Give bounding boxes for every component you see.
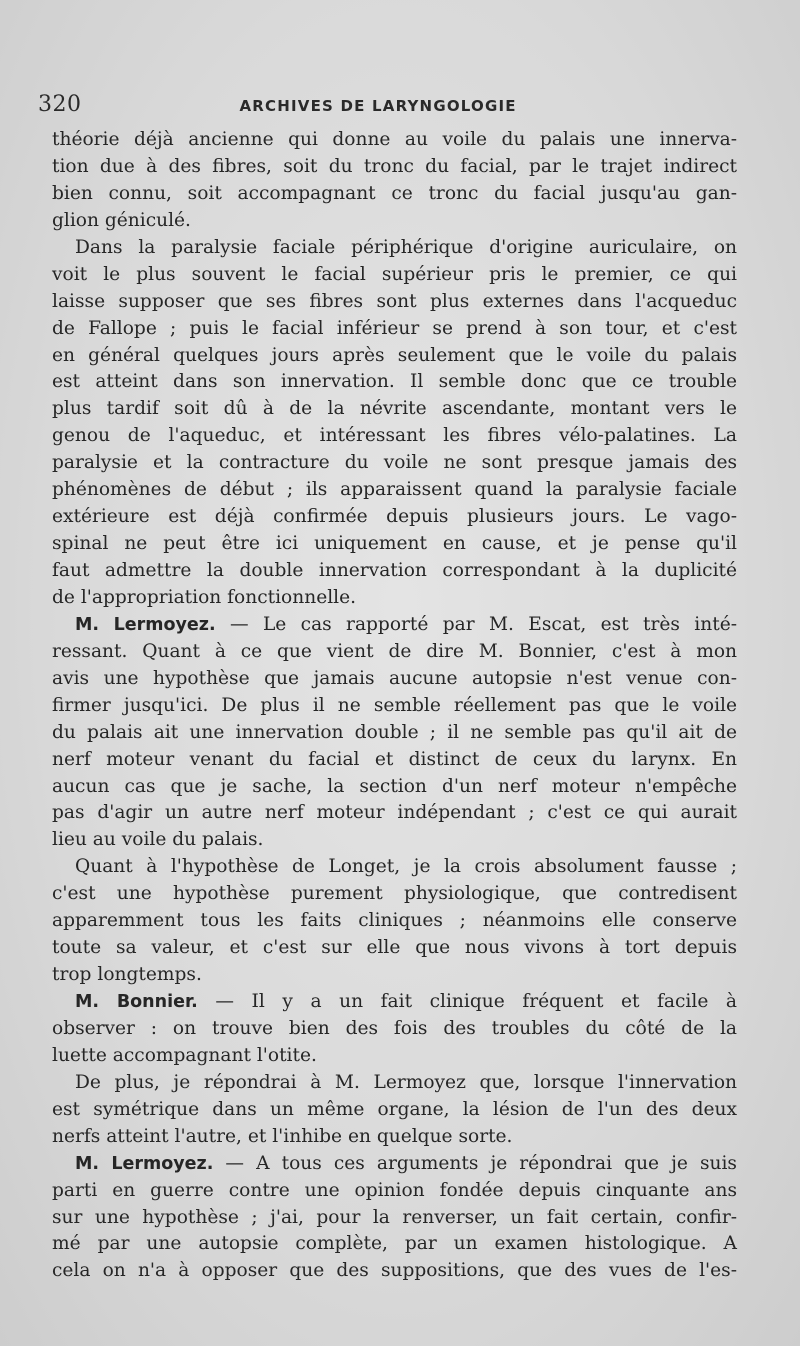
text-line	[52, 181, 737, 208]
text-line	[52, 369, 737, 396]
line-text: avis une hypothèse que jamais aucune autopsie n'est venue con-	[52, 667, 737, 689]
speaker-name: M. Lermoyez.	[75, 614, 216, 635]
line-text: toute sa valeur, et c'est sur elle que nous vivons à tort depuis	[52, 937, 737, 959]
text-line	[52, 1178, 737, 1205]
line-text: sur une hypothèse ; j'ai, pour la renverser, un fait certain, confir-	[52, 1206, 737, 1228]
line-text: glion géniculé.	[52, 209, 191, 231]
text-line	[52, 289, 737, 316]
line-text: théorie déjà ancienne qui donne au voile du palais une innerva-	[52, 129, 737, 150]
line-text: extérieure est déjà confirmée depuis plusieurs jours. Le vago-	[52, 506, 737, 528]
line-text: De plus, je répondrai à M. Lermoyez que, lorsque l'innervation	[75, 1071, 737, 1093]
text-line	[52, 800, 737, 827]
text-line	[52, 1205, 737, 1232]
text-line	[52, 693, 737, 720]
text-line	[52, 1258, 737, 1285]
line-text: laisse supposer que ses fibres sont plus externes dans l'acqueduc	[52, 290, 737, 312]
speaker-name: M. Lermoyez.	[75, 1153, 214, 1174]
text-line	[52, 774, 737, 801]
line-text: firmer jusqu'ici. De plus il ne semble réellement pas que le voile	[52, 694, 737, 716]
line-text: luette accompagnant l'otite.	[52, 1044, 317, 1066]
text-line	[52, 639, 737, 666]
text-line	[52, 962, 737, 989]
text-line	[52, 881, 737, 908]
text-line	[52, 1231, 737, 1258]
line-text: trop longtemps.	[52, 964, 202, 986]
line-text: plus tardif soit dû à de la névrite ascendante, montant vers le	[52, 398, 737, 420]
text-line	[52, 612, 737, 639]
page-number: 320	[38, 92, 82, 117]
line-text: est symétrique dans un même organe, la lésion de l'un des deux	[52, 1098, 737, 1120]
line-text: cela on n'a à opposer que des suppositions, que des vues de l'es-	[52, 1260, 737, 1282]
line-text: de l'appropriation fonctionnelle.	[52, 586, 357, 608]
text-line	[52, 343, 737, 370]
line-text: — Il y a un fait clinique fréquent et facile à	[197, 991, 737, 1012]
line-text: — A tous ces arguments je répondrai que je suis	[213, 1152, 737, 1174]
text-line	[52, 585, 737, 612]
line-text: de Fallope ; puis le facial inférieur se prend à son tour, et c'est	[52, 317, 737, 339]
line-text: apparemment tous les faits cliniques ; néanmoins elle conserve	[52, 910, 737, 932]
line-text: Dans la paralysie faciale périphérique d'origine auriculaire, on	[75, 236, 737, 258]
text-line	[52, 396, 737, 423]
body-text	[52, 127, 737, 1285]
line-text: pas d'agir un autre nerf moteur indépendant ; c'est ce qui aurait	[52, 802, 737, 824]
line-text: bien connu, soit accompagnant ce tronc du facial jusqu'au gan-	[52, 182, 737, 204]
text-line	[52, 450, 737, 477]
line-text: lieu au voile du palais.	[52, 829, 264, 851]
text-line	[52, 666, 737, 693]
text-line	[52, 316, 737, 343]
text-line	[52, 854, 737, 881]
text-line	[52, 827, 737, 854]
speaker-name: M. Bonnier.	[75, 992, 198, 1012]
text-line	[52, 423, 737, 450]
line-text: nerf moteur venant du facial et distinct de ceux du larynx. En	[52, 748, 737, 770]
text-line	[52, 262, 737, 289]
text-line	[52, 154, 737, 181]
text-line	[52, 504, 737, 531]
line-text: aucun cas que je sache, la section d'un nerf moteur n'empêche	[52, 775, 737, 797]
text-line	[52, 477, 737, 504]
line-text: — Le cas rapporté par M. Escat, est très inté-	[215, 613, 737, 635]
line-text: faut admettre la double innervation correspondant à la duplicité	[52, 560, 737, 581]
text-line	[52, 747, 737, 774]
text-line	[52, 908, 737, 935]
text-line	[52, 235, 737, 262]
text-line	[52, 558, 737, 585]
text-line	[52, 208, 737, 235]
line-text: ressant. Quant à ce que vient de dire M. Bonnier, c'est à mon	[52, 640, 737, 662]
line-text: paralysie et la contracture du voile ne sont presque jamais des	[52, 452, 737, 474]
line-text: mé par une autopsie complète, par un examen histologique. A	[52, 1233, 737, 1255]
line-text: c'est une hypothèse purement physiologique, que contredisent	[52, 883, 737, 905]
line-text: est atteint dans son innervation. Il semble donc que ce trouble	[52, 371, 737, 393]
line-text: voit le plus souvent le facial supérieur pris le premier, ce qui	[52, 263, 737, 285]
line-text: en général quelques jours après seulement que le voile du palais	[52, 344, 737, 366]
text-line	[52, 1070, 737, 1097]
text-line	[52, 1124, 737, 1151]
text-line	[52, 935, 737, 962]
line-text: nerfs atteint l'autre, et l'inhibe en quelque sorte.	[52, 1125, 513, 1147]
line-text: tion due à des fibres, soit du tronc du facial, par le trajet indirect	[52, 155, 737, 177]
text-line	[52, 720, 737, 747]
line-text: genou de l'aqueduc, et intéressant les fibres vélo-palatines. La	[52, 425, 737, 447]
line-text: du palais ait une innervation double ; il ne semble pas qu'il ait de	[52, 721, 737, 743]
line-text: phénomènes de début ; ils apparaissent quand la paralysie faciale	[52, 479, 737, 501]
text-line	[52, 989, 737, 1016]
text-line	[52, 531, 737, 558]
text-line	[52, 1097, 737, 1124]
page-header	[38, 92, 738, 122]
line-text: observer : on trouve bien des fois des troubles du côté de la	[52, 1017, 737, 1039]
line-text: parti en guerre contre une opinion fondée depuis cinquante ans	[52, 1179, 737, 1201]
text-line	[52, 1016, 737, 1043]
line-text: spinal ne peut être ici uniquement en cause, et je pense qu'il	[52, 533, 737, 555]
line-text: Quant à l'hypothèse de Longet, je la crois absolument fausse ;	[75, 856, 737, 878]
text-line	[52, 1151, 737, 1178]
text-line	[52, 1043, 737, 1070]
text-line	[52, 127, 737, 154]
running-title: ARCHIVES DE LARYNGOLOGIE	[239, 97, 517, 115]
